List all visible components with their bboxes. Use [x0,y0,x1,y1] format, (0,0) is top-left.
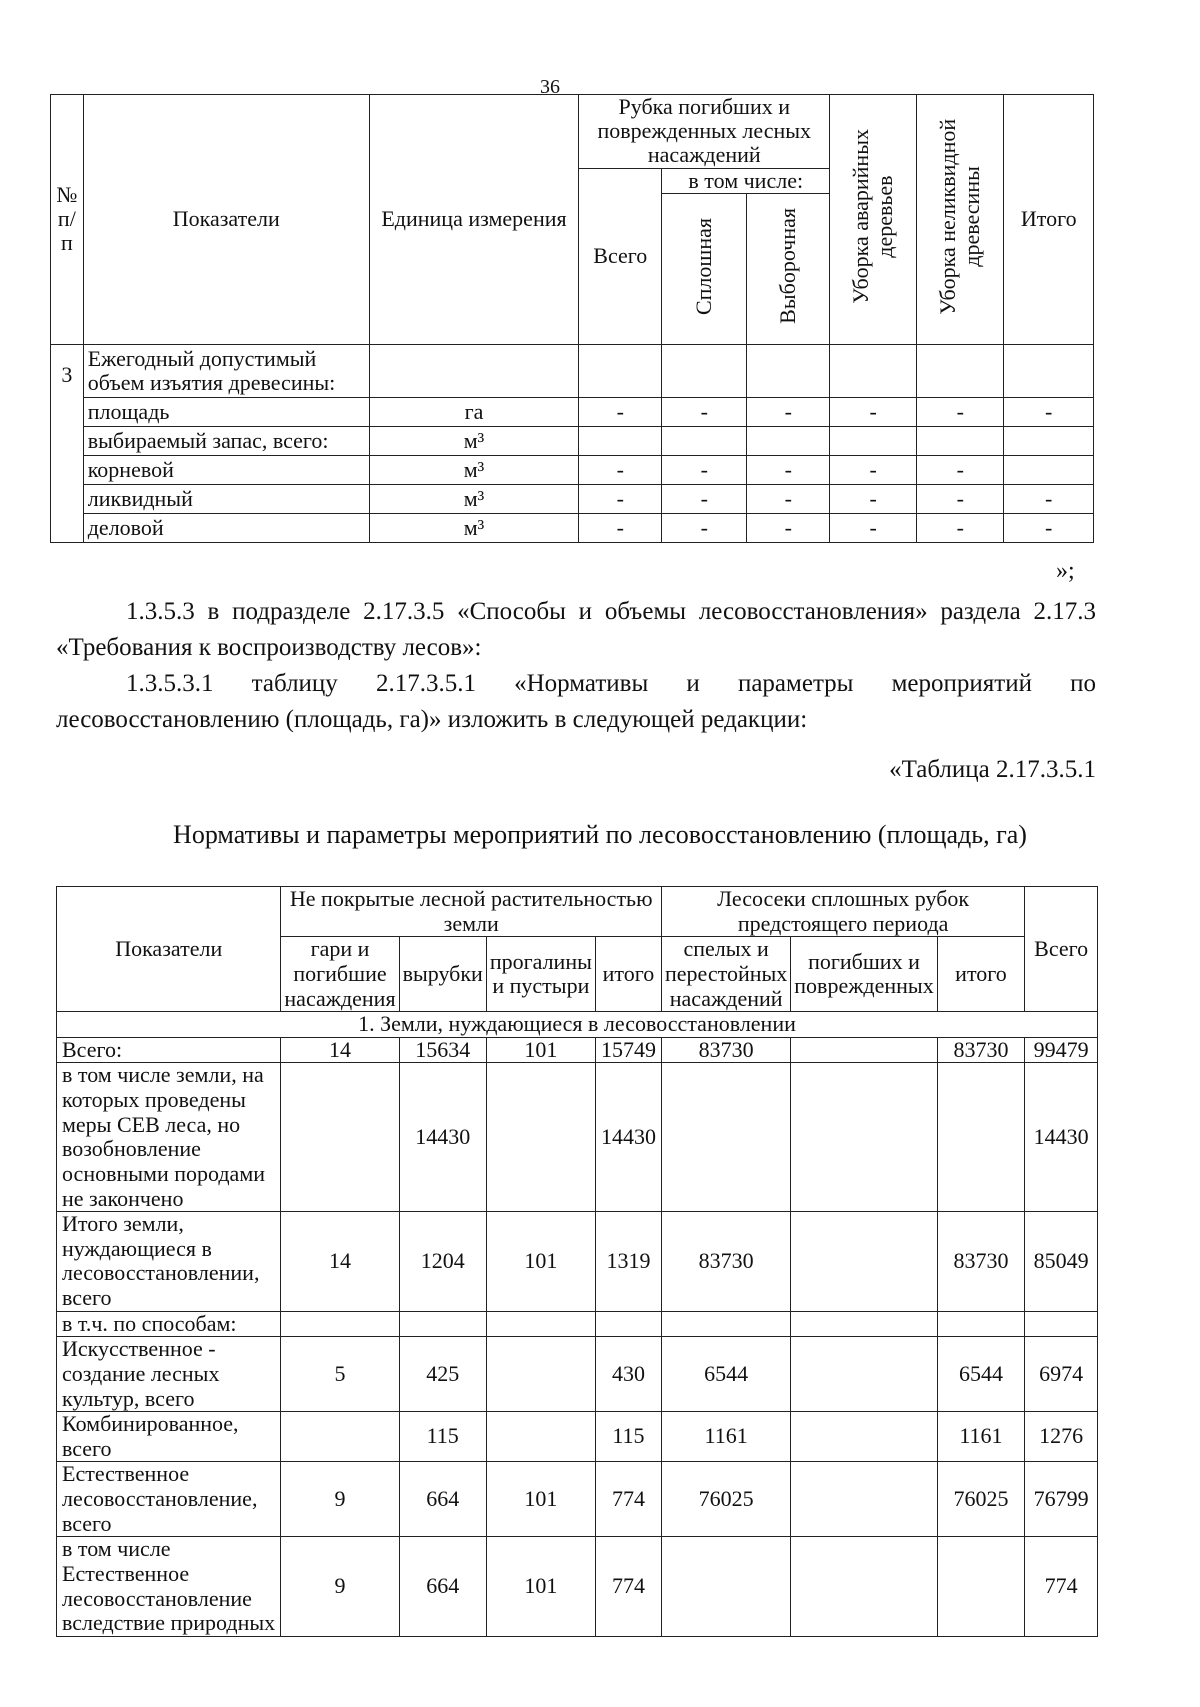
cell-value [791,1412,937,1462]
cell-value: 9 [281,1462,399,1537]
cell-value [399,1311,486,1337]
cell-value: 14 [281,1212,399,1312]
cell-value: 14430 [1025,1063,1098,1212]
cell-value: 76025 [937,1462,1025,1537]
table-row: деловой м³ - - - - - - [51,513,1094,542]
col-cutting-areas-header: Лесосеки сплошных рубок предстоящего периода [662,887,1025,937]
table-row [51,344,1094,397]
col-unit-header: Единица измерения [369,95,579,345]
cell-value: 101 [486,1212,595,1312]
col-total-header: Всего [1025,887,1098,1012]
cell-value [791,1311,937,1337]
paragraph-2: 1.3.5.3.1 таблицу 2.17.3.5.1 «Нормативы и параметры мероприятий по лесовосстановлению (площадь, га)» изложить в следующей редакции: [56,670,1096,733]
cell-value: 1161 [662,1412,791,1462]
page-number: 36 [540,76,560,98]
cell-value [791,1037,937,1063]
section-title: 1. Земли, нуждающиеся в лесовосстановлении [57,1012,1098,1038]
cell-value: 430 [595,1337,661,1412]
cell-value [662,1311,791,1337]
table-row: площадь га - - - - - - [51,397,1094,426]
row-label: Искусственное - создание лесных культур, всего [57,1337,281,1412]
cell-value: 6544 [937,1337,1025,1412]
col-selective-header: Выборочная [747,193,830,344]
cell-value: 664 [399,1462,486,1537]
cell-value [281,1063,399,1212]
cell-value: 6974 [1025,1337,1098,1412]
cell-value: 115 [399,1412,486,1462]
table-row [57,1063,1098,1212]
cell-value [486,1337,595,1412]
cell-value: 425 [399,1337,486,1412]
cell-value: 14430 [399,1063,486,1212]
cell-value: 15634 [399,1037,486,1063]
cell-value [486,1063,595,1212]
col-felling-dead-header: Рубка погибших и поврежденных лесных насаждений [579,95,830,169]
row-label: в т.ч. по способам: [57,1311,281,1337]
cell-value: 83730 [662,1037,791,1063]
cell-value: 76799 [1025,1462,1098,1537]
cell-value: 99479 [1025,1037,1098,1063]
col-cutovers-header: вырубки [399,937,486,1012]
cell-value [486,1311,595,1337]
col-burnt-header: гари и погибшие насаждения [281,937,399,1012]
col-not-covered-header: Не покрытые лесной растительностью земли [281,887,662,937]
cell-value: 83730 [662,1212,791,1312]
table-row [57,1311,1098,1337]
cell-value [662,1063,791,1212]
cell-value [662,1537,791,1637]
row-label: в том числе Естественное лесовосстановление вследствие природных [57,1537,281,1637]
paragraph-1: 1.3.5.3 в подразделе 2.17.3.5 «Способы и объемы лесовосстановления» раздела 2.17.3 «Требования к воспроизводству лесов»: [56,598,1096,661]
cell-value: 83730 [937,1037,1025,1063]
cell-value: 83730 [937,1212,1025,1312]
cell-value [281,1311,399,1337]
cell-value: 85049 [1025,1212,1098,1312]
cell-value: 14 [281,1037,399,1063]
allowable-volume-table [50,94,1094,543]
table-row [57,1462,1098,1537]
cell-value: 664 [399,1537,486,1637]
cell-value [937,1311,1025,1337]
table-row: корневой м³ - - - - - [51,455,1094,484]
cell-value [937,1537,1025,1637]
cell-value: 101 [486,1537,595,1637]
cell-value [791,1212,937,1312]
col-including-header: в том числе: [662,168,830,193]
col-clear-header: Сплошная [662,193,747,344]
cell-value: 1319 [595,1212,661,1312]
reforestation-table [56,886,1098,1637]
row-label: Итого земли, нуждающиеся в лесовосстановлении, всего [57,1212,281,1312]
table-row [57,1212,1098,1312]
cell-value [937,1063,1025,1212]
cell-value: 15749 [595,1037,661,1063]
col-indicators-header: Показатели [83,95,369,345]
cell-value [1025,1311,1098,1337]
cell-value: 774 [595,1537,661,1637]
table-title: Нормативы и параметры мероприятий по лесовосстановлению (площадь, га) [173,820,1027,849]
cell-value: 14430 [595,1063,661,1212]
cell-value: 101 [486,1037,595,1063]
col-num-header: № п/п [51,95,84,345]
col-hazard-trees-header: Уборка аварийных деревьев [830,95,917,345]
col-subtotal1-header: итого [595,937,661,1012]
cell-value [595,1311,661,1337]
closing-quote: »; [1056,558,1075,584]
cell-value: 5 [281,1337,399,1412]
col-total-header: Итого [1004,95,1094,345]
table-row [57,1537,1098,1637]
table-row [57,1412,1098,1462]
col-nonliquid-header: Уборка неликвидной древесины [917,95,1004,345]
cell-value: 1204 [399,1212,486,1312]
cell-value: 6544 [662,1337,791,1412]
table-caption: «Таблица 2.17.3.5.1 [889,756,1096,783]
row-label: Всего: [57,1037,281,1063]
cell-value [791,1063,937,1212]
cell-value: 76025 [662,1462,791,1537]
col-indicators-header: Показатели [57,887,281,1012]
row-label: Естественное лесовосстановление, всего [57,1462,281,1537]
cell-value: 774 [1025,1537,1098,1637]
cell-value: 774 [595,1462,661,1537]
col-dead-damaged-header: погибших и поврежденных [791,937,937,1012]
cell-value [791,1337,937,1412]
row-label: Комбинированное, всего [57,1412,281,1462]
group-label: Ежегодный допустимый объем изъятия древесины: [83,344,369,397]
table-row: ликвидный м³ - - - - - - [51,484,1094,513]
cell-value [791,1462,937,1537]
row-label: в том числе земли, на которых проведены меры СЕВ леса, но возобновление основными породами не закончено [57,1063,281,1212]
cell-value: 101 [486,1462,595,1537]
cell-value [281,1412,399,1462]
col-subtotal2-header: итого [937,937,1025,1012]
cell-value: 1276 [1025,1412,1098,1462]
table-row [57,1037,1098,1063]
col-total-all-header: Всего [579,168,662,344]
cell-value [486,1412,595,1462]
col-mature-header: спелых и перестойных насаждений [662,937,791,1012]
cell-value: 9 [281,1537,399,1637]
table-row [57,1337,1098,1412]
col-glades-header: прогалины и пустыри [486,937,595,1012]
cell-value [791,1537,937,1637]
cell-value: 1161 [937,1412,1025,1462]
row-number: 3 [51,344,84,542]
table-row: выбираемый запас, всего: м³ [51,426,1094,455]
cell-value: 115 [595,1412,661,1462]
